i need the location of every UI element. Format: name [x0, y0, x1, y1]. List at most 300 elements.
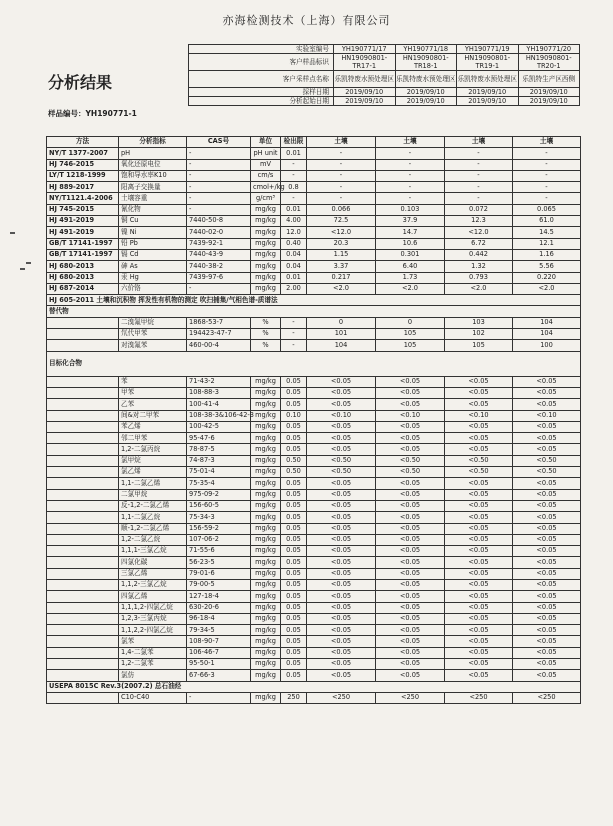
table-cell: <0.05	[513, 591, 581, 602]
table-cell: 71-43-2	[187, 376, 251, 387]
table-cell: mg/kg	[251, 433, 281, 444]
table-cell: <0.05	[445, 478, 513, 489]
table-cell: 1,1,2-三氯乙烷	[119, 579, 187, 590]
method-section-605-text: HJ 605-2011 土壤和沉积物 挥发性有机物的测定 吹扫捕集/气相色谱-质谱法	[47, 295, 581, 306]
table-cell: <0.05	[445, 399, 513, 410]
table-row	[47, 500, 581, 511]
table-cell: 156-60-5	[187, 500, 251, 511]
table-cell: 7440-02-0	[187, 227, 251, 238]
table-cell: cmol+/kg	[251, 182, 281, 193]
table-cell: 二氯甲烷	[119, 489, 187, 500]
table-cell: mg/kg	[251, 376, 281, 387]
table-cell: 7439-92-1	[187, 238, 251, 249]
table-cell: <0.05	[307, 500, 376, 511]
header-row	[189, 88, 580, 97]
table-cell: 0.01	[281, 148, 307, 159]
table-cell: 1,1,1,2-四氯乙烷	[119, 602, 187, 613]
table-cell: <0.05	[445, 433, 513, 444]
table-cell: 79-34-5	[187, 625, 251, 636]
table-cell: 96-18-4	[187, 613, 251, 624]
table-header-row	[47, 137, 581, 148]
table-cell	[47, 399, 119, 410]
table-cell: 0.04	[281, 249, 307, 260]
table-cell: 氯乙烯	[119, 467, 187, 478]
table-cell: <0.05	[376, 387, 445, 398]
table-row	[47, 455, 581, 466]
table-cell: -	[445, 193, 513, 204]
table-cell: 105	[376, 329, 445, 340]
table-cell: mg/kg	[251, 523, 281, 534]
table-cell: 0.05	[281, 523, 307, 534]
table-cell: <0.05	[445, 534, 513, 545]
table-cell: 5.56	[513, 261, 581, 272]
table-cell: 103	[445, 317, 513, 328]
table-cell: 67-66-3	[187, 670, 251, 681]
table-cell: 氯仿	[119, 670, 187, 681]
table-cell: 12.0	[281, 227, 307, 238]
table-cell: <0.05	[376, 557, 445, 568]
table-cell: 0.05	[281, 670, 307, 681]
table-row	[47, 148, 581, 159]
table-cell: 6.40	[376, 261, 445, 272]
table-cell: mg/kg	[251, 647, 281, 658]
table-row	[47, 193, 581, 204]
table-cell: 1.32	[445, 261, 513, 272]
table-cell: <0.05	[513, 489, 581, 500]
table-cell	[47, 376, 119, 387]
table-cell: -	[445, 159, 513, 170]
table-cell	[47, 591, 119, 602]
table-cell	[47, 659, 119, 670]
table-cell: 194423-47-7	[187, 329, 251, 340]
table-cell: <250	[445, 692, 513, 703]
table-cell: mg/kg	[251, 249, 281, 260]
table-cell: mg/kg	[251, 534, 281, 545]
table-cell: 127-18-4	[187, 591, 251, 602]
table-cell: <0.05	[307, 647, 376, 658]
table-cell: mg/kg	[251, 636, 281, 647]
table-cell: pH	[119, 148, 187, 159]
company-name: 亦海检测技术（上海）有限公司	[222, 14, 391, 27]
table-cell: mg/kg	[251, 625, 281, 636]
table-cell: HJ 889-2017	[47, 182, 119, 193]
table-cell: 方法	[47, 137, 119, 148]
table-row	[47, 421, 581, 432]
page-title: 分析结果	[48, 73, 113, 92]
table-cell: 0.05	[281, 376, 307, 387]
table-cell: <2.0	[445, 283, 513, 294]
table-cell: <0.10	[307, 410, 376, 421]
table-cell: NY/T1121.4-2006	[47, 193, 119, 204]
table-cell: HJ 680-2013	[47, 272, 119, 283]
table-row	[47, 399, 581, 410]
table-cell: <0.05	[445, 546, 513, 557]
table-cell: <0.05	[376, 591, 445, 602]
table-cell: mg/kg	[251, 568, 281, 579]
table-cell: 1,1,1-三氯乙烷	[119, 546, 187, 557]
table-row	[47, 261, 581, 272]
table-cell: 100-42-5	[187, 421, 251, 432]
table-cell: <0.05	[376, 625, 445, 636]
table-cell	[47, 444, 119, 455]
table-cell: C10-C40	[119, 692, 187, 703]
table-cell: 1868-53-7	[187, 317, 251, 328]
table-cell: 75-34-3	[187, 512, 251, 523]
table-cell: mg/kg	[251, 399, 281, 410]
table-cell: -	[513, 170, 581, 181]
table-cell: <0.05	[513, 387, 581, 398]
table-cell: -	[187, 182, 251, 193]
table-cell: mg/kg	[251, 489, 281, 500]
table-cell: 7439-97-6	[187, 272, 251, 283]
table-cell: HJ 491-2019	[47, 216, 119, 227]
table-cell: -	[281, 159, 307, 170]
table-cell: <0.05	[307, 670, 376, 681]
table-cell: 1,4-二氯苯	[119, 647, 187, 658]
table-cell: 78-87-5	[187, 444, 251, 455]
table-cell: <250	[307, 692, 376, 703]
table-cell: -	[513, 159, 581, 170]
table-cell: <0.05	[513, 500, 581, 511]
table-cell: <0.05	[307, 523, 376, 534]
table-cell: <0.50	[307, 455, 376, 466]
surrogate-subsection-text: 替代物	[47, 306, 581, 317]
table-cell: <0.05	[513, 512, 581, 523]
table-cell	[47, 602, 119, 613]
table-cell	[47, 670, 119, 681]
table-cell: <12.0	[307, 227, 376, 238]
table-cell	[47, 410, 119, 421]
table-row	[47, 670, 581, 681]
table-cell: <0.05	[307, 636, 376, 647]
table-cell: 7440-50-8	[187, 216, 251, 227]
table-cell: 0.220	[513, 272, 581, 283]
table-cell: 六价铬	[119, 283, 187, 294]
table-cell: 0.05	[281, 433, 307, 444]
table-cell: 105	[445, 340, 513, 351]
table-cell: 氘代甲苯	[119, 329, 187, 340]
table-cell: <0.05	[513, 444, 581, 455]
table-cell	[47, 613, 119, 624]
table-cell: 2.00	[281, 283, 307, 294]
table-cell	[47, 546, 119, 557]
table-cell: 检出限	[281, 137, 307, 148]
table-cell: -	[187, 204, 251, 215]
table-cell: 四氯乙烯	[119, 591, 187, 602]
table-row	[47, 272, 581, 283]
table-cell: 0.05	[281, 399, 307, 410]
table-cell: 95-47-6	[187, 433, 251, 444]
table-cell: 1,2-二氯乙烷	[119, 534, 187, 545]
table-cell: <0.05	[376, 579, 445, 590]
table-cell: mg/kg	[251, 613, 281, 624]
table-cell: <0.05	[513, 557, 581, 568]
table-cell: -	[376, 170, 445, 181]
table-cell: <0.05	[445, 568, 513, 579]
table-cell: 0.8	[281, 182, 307, 193]
table-cell: g/cm³	[251, 193, 281, 204]
table-cell: 0.05	[281, 534, 307, 545]
table-cell: <0.05	[445, 557, 513, 568]
table-cell: 顺-1,2-二氯乙烯	[119, 523, 187, 534]
table-cell: 三氯乙烯	[119, 568, 187, 579]
table-cell: 氰化物	[119, 204, 187, 215]
table-cell: HJ 680-2013	[47, 261, 119, 272]
table-cell: 0.05	[281, 557, 307, 568]
table-cell: <0.05	[513, 625, 581, 636]
results-table	[46, 136, 581, 704]
table-cell: -	[281, 170, 307, 181]
table-cell: 1,2,3-三氯丙烷	[119, 613, 187, 624]
table-cell: -	[281, 193, 307, 204]
table-cell: 0.793	[445, 272, 513, 283]
table-cell: -	[376, 193, 445, 204]
table-cell: <2.0	[513, 283, 581, 294]
table-cell: <0.05	[376, 568, 445, 579]
table-cell: <0.05	[513, 568, 581, 579]
table-cell: HJ 746-2015	[47, 159, 119, 170]
table-cell: 460-00-4	[187, 340, 251, 351]
table-cell: GB/T 17141-1997	[47, 238, 119, 249]
table-cell: 土壤容重	[119, 193, 187, 204]
header-value: 2019/09/10	[518, 97, 580, 106]
table-cell: -	[281, 340, 307, 351]
table-cell: 95-50-1	[187, 659, 251, 670]
table-cell: <0.05	[445, 512, 513, 523]
header-value: 乐凯特废水预处理区	[457, 71, 519, 88]
table-cell: 37.9	[376, 216, 445, 227]
table-cell: 对溴氟苯	[119, 340, 187, 351]
table-cell: 铜 Cu	[119, 216, 187, 227]
table-row	[47, 591, 581, 602]
table-cell: <0.05	[445, 636, 513, 647]
table-cell: mg/kg	[251, 216, 281, 227]
table-cell: HJ 745-2015	[47, 204, 119, 215]
table-cell: NY/T 1377-2007	[47, 148, 119, 159]
table-cell: <0.05	[307, 444, 376, 455]
table-cell: 0.05	[281, 625, 307, 636]
table-cell: 氧化还原电位	[119, 159, 187, 170]
table-row	[47, 489, 581, 500]
table-cell: 0.01	[281, 204, 307, 215]
table-cell: 61.0	[513, 216, 581, 227]
header-value: 2019/09/10	[395, 97, 457, 106]
table-cell: 10.6	[376, 238, 445, 249]
table-cell: 1,1-二氯乙烯	[119, 478, 187, 489]
table-cell	[47, 387, 119, 398]
table-cell: mg/kg	[251, 238, 281, 249]
header-value: YH190771/18	[395, 45, 457, 54]
table-cell: 镉 Cd	[119, 249, 187, 260]
table-cell: 0.05	[281, 568, 307, 579]
table-row	[47, 283, 581, 294]
table-cell: <0.05	[376, 523, 445, 534]
table-cell: mg/kg	[251, 579, 281, 590]
table-cell: CAS号	[187, 137, 251, 148]
table-cell: <2.0	[376, 283, 445, 294]
table-cell: 0	[307, 317, 376, 328]
table-cell: <0.05	[445, 602, 513, 613]
table-cell: 甲苯	[119, 387, 187, 398]
table-cell: 0.01	[281, 272, 307, 283]
table-cell: <0.05	[376, 636, 445, 647]
header-row	[189, 71, 580, 88]
table-cell: <0.05	[307, 591, 376, 602]
table-cell: 0.05	[281, 647, 307, 658]
table-cell: 邻二甲苯	[119, 433, 187, 444]
table-cell: <0.10	[513, 410, 581, 421]
table-cell: mV	[251, 159, 281, 170]
table-row	[47, 170, 581, 181]
table-cell: <0.05	[376, 478, 445, 489]
table-cell: <0.05	[376, 659, 445, 670]
table-cell: 102	[445, 329, 513, 340]
table-cell: -	[187, 692, 251, 703]
table-cell: <0.05	[376, 670, 445, 681]
table-cell: <0.05	[513, 647, 581, 658]
table-cell: <0.05	[445, 489, 513, 500]
table-cell: <0.10	[445, 410, 513, 421]
table-cell: -	[307, 148, 376, 159]
header-value: 2019/09/10	[334, 88, 396, 97]
header-value: 乐凯特废水预处理区	[334, 71, 396, 88]
table-row	[47, 568, 581, 579]
table-cell: 105	[376, 340, 445, 351]
table-row	[47, 659, 581, 670]
table-cell: <0.05	[445, 591, 513, 602]
header-value: 2019/09/10	[457, 97, 519, 106]
table-cell: 镍 Ni	[119, 227, 187, 238]
table-cell: 0.217	[307, 272, 376, 283]
table-cell: <0.05	[307, 478, 376, 489]
table-cell: <0.05	[445, 387, 513, 398]
table-cell: 氯甲烷	[119, 455, 187, 466]
table-cell: 630-20-6	[187, 602, 251, 613]
sample-header-table	[188, 44, 580, 106]
table-cell: -	[513, 182, 581, 193]
table-cell: 100-41-4	[187, 399, 251, 410]
table-cell: 7440-43-9	[187, 249, 251, 260]
table-cell: -	[187, 148, 251, 159]
table-cell: -	[445, 170, 513, 181]
table-cell: <0.05	[513, 376, 581, 387]
table-cell	[47, 636, 119, 647]
table-cell: mg/kg	[251, 591, 281, 602]
table-cell: -	[187, 170, 251, 181]
table-row	[47, 557, 581, 568]
table-row	[47, 182, 581, 193]
table-cell: 1,2-二氯苯	[119, 659, 187, 670]
table-cell: 12.3	[445, 216, 513, 227]
table-cell	[47, 512, 119, 523]
table-row	[47, 317, 581, 328]
table-cell: 0.103	[376, 204, 445, 215]
table-cell: <0.05	[445, 670, 513, 681]
table-cell	[47, 489, 119, 500]
table-cell: <0.05	[307, 421, 376, 432]
table-cell: 0	[376, 317, 445, 328]
table-cell: mg/kg	[251, 692, 281, 703]
table-cell: mg/kg	[251, 557, 281, 568]
table-cell: <0.05	[445, 376, 513, 387]
table-cell: mg/kg	[251, 410, 281, 421]
table-cell: <0.05	[307, 557, 376, 568]
table-cell: 0.05	[281, 659, 307, 670]
table-cell: <0.50	[445, 455, 513, 466]
table-row	[47, 546, 581, 557]
method-section-epa-text: USEPA 8015C Rev.3(2007.2) 总石油烃	[47, 681, 581, 692]
header-value: YH190771/17	[334, 45, 396, 54]
table-cell: 0.10	[281, 410, 307, 421]
table-cell: HJ 687-2014	[47, 283, 119, 294]
table-cell: <0.05	[513, 579, 581, 590]
table-cell: 0.50	[281, 467, 307, 478]
table-cell: mg/kg	[251, 546, 281, 557]
table-cell: 14.7	[376, 227, 445, 238]
table-row	[47, 692, 581, 703]
table-cell: -	[187, 193, 251, 204]
header-value: 乐凯特废水预处理区	[395, 71, 457, 88]
table-cell	[47, 568, 119, 579]
header-label: 分析起始日期	[189, 97, 334, 106]
table-cell: 79-01-6	[187, 568, 251, 579]
table-cell: <0.05	[376, 534, 445, 545]
table-cell: 75-35-4	[187, 478, 251, 489]
table-cell: -	[187, 159, 251, 170]
table-cell: 4.00	[281, 216, 307, 227]
table-cell: -	[445, 182, 513, 193]
table-cell: -	[376, 182, 445, 193]
table-cell: 1,1,2,2-四氯乙烷	[119, 625, 187, 636]
table-row	[47, 613, 581, 624]
table-row	[47, 579, 581, 590]
table-cell: 0.05	[281, 500, 307, 511]
table-cell: %	[251, 340, 281, 351]
table-cell: 0.05	[281, 512, 307, 523]
table-cell: <0.05	[445, 579, 513, 590]
table-cell: 74-87-3	[187, 455, 251, 466]
scan-mark	[20, 268, 25, 270]
table-cell: 0.065	[513, 204, 581, 215]
table-cell: 苯	[119, 376, 187, 387]
table-cell: -	[187, 283, 251, 294]
table-cell: <0.05	[307, 568, 376, 579]
surrogate-subsection	[47, 306, 581, 317]
table-cell: 四氯化碳	[119, 557, 187, 568]
scan-mark	[26, 262, 31, 264]
table-cell: -	[307, 193, 376, 204]
table-cell: 107-06-2	[187, 534, 251, 545]
table-cell: <0.05	[376, 444, 445, 455]
table-row	[47, 444, 581, 455]
sample-number: 样品编号：YH190771-1	[48, 109, 137, 118]
table-row	[47, 534, 581, 545]
table-cell: 1,2-二氯丙烷	[119, 444, 187, 455]
table-cell: <0.05	[376, 546, 445, 557]
scan-mark	[10, 232, 15, 234]
table-row	[47, 204, 581, 215]
table-row	[47, 340, 581, 351]
table-cell: 108-90-7	[187, 636, 251, 647]
table-cell: 0.442	[445, 249, 513, 260]
table-cell: -	[307, 170, 376, 181]
table-row	[47, 376, 581, 387]
table-cell: 108-88-3	[187, 387, 251, 398]
table-cell: 108-38-3&106-42-3	[187, 410, 251, 421]
header-value: YH190771/19	[457, 45, 519, 54]
table-cell: cm/s	[251, 170, 281, 181]
table-cell: 分析指标	[119, 137, 187, 148]
